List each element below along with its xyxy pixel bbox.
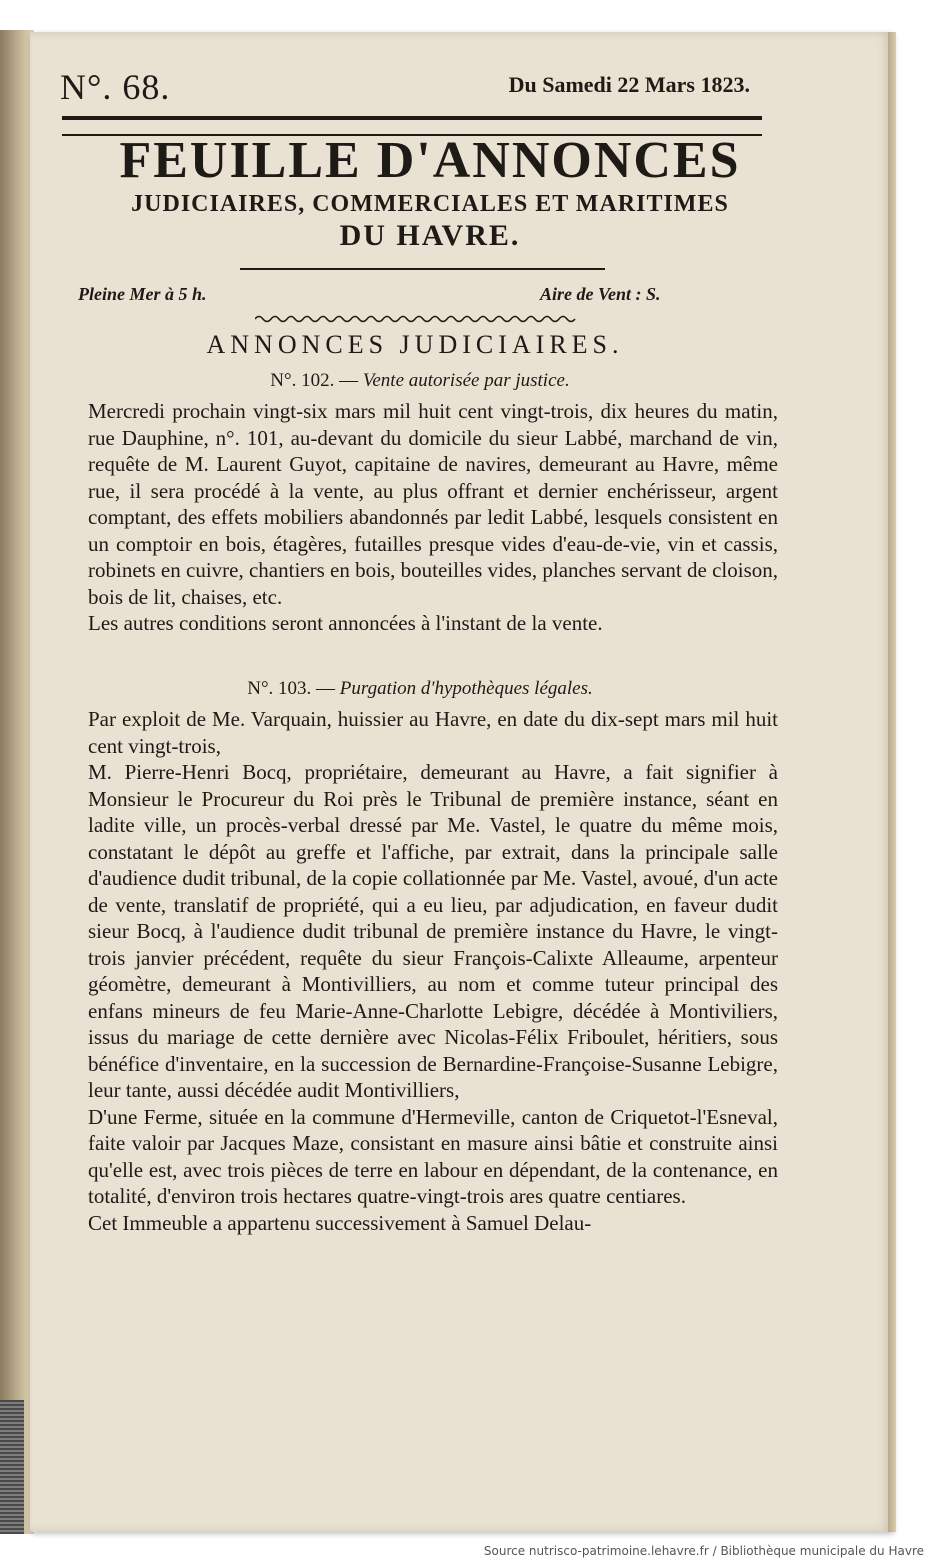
article-heading-103 — [60, 678, 780, 700]
masthead-title: FEUILLE D'ANNONCES — [119, 132, 741, 189]
wind-info: Aire de Vent : S. — [540, 284, 661, 304]
paragraph: D'une Ferme, située en la commune d'Hermeville, canton de Criquetot-l'Esneval, faite valoir par Jacques Maze, consistant en masure ainsi bâtie et construite ainsi qu'elle est, avec trois pièces de terre en labour en dépendant, de la contenance, en totalité, d'environ trois hectares quatre-vingt-trois ares quatre centiares. — [88, 1104, 778, 1208]
article-number: N°. 103. — — [247, 678, 336, 699]
article-heading-102 — [60, 370, 780, 392]
paragraph: Mercredi prochain vingt-six mars mil huit cent vingt-trois, dix heures du matin, rue Dauphine, n°. 101, au-devant du domicile du sieur Labbé, marchand de vin, requête de M. Laurent Guyot, capitaine de navires, demeurant au Havre, même rue, il sera procédé à la vente, au plus offrant et dernier enchérisseur, argent comptant, des effets mobiliers abandonnés par ledit Labbé, lesquels consistent en un comptoir en bois, étagères, futailles presque vides d'eau-de-vie, vin et cassis, robinets en cuivre, chantiers en bois, bouteilles vides, planches servant de cloison, bois de lit, chaises, etc. — [88, 399, 778, 609]
paragraph: Cet Immeuble a appartenu successivement à Samuel Delau- — [88, 1210, 592, 1235]
article-body-102 — [88, 398, 778, 637]
issue-number: N°. 68. — [60, 67, 171, 107]
article-title: Vente autorisée par justice. — [362, 370, 570, 391]
article-number: N°. 102. — — [270, 370, 359, 391]
book-spine — [0, 1400, 24, 1534]
section-title: ANNONCES JUDICIAIRES. — [206, 330, 624, 359]
tide-info: Pleine Mer à 5 h. — [78, 284, 207, 304]
masthead-subtitle: JUDICIAIRES, COMMERCIALES ET MARITIMES — [131, 191, 729, 217]
masthead — [60, 132, 800, 253]
article-body-103 — [88, 706, 778, 1236]
adjacent-page-edge — [0, 30, 34, 1534]
paragraph: M. Pierre-Henri Bocq, propriétaire, demeurant au Havre, a fait signifier à Monsieur le Procureur du Roi près le Tribunal de première instance, séant en ladite ville, un procès-verbal dressé par Me. Vastel, le quatre du même mois, constatant le dépôt au greffe et l'affiche, par extrait, dans la principale salle d'audience dudit tribunal, de la copie collationnée par Me. Vastel, avoué, d'un acte de vente, translatif de propriété, qui a eu lieu, par adjudication, en faveur dudit sieur Bocq, à l'audience dudit tribunal de première instance du Havre, le vingt-trois janvier précédent, requête du sieur François-Calixte Alleaume, arpenteur géomètre, demeurant à Montivilliers, au nom et comme tuteur principal des enfans mineurs de feu Marie-Anne-Charlotte Lebigre, décédée à Montiviliers, issus du mariage de cette dernière avec Nicolas-Félix Friboulet, héritiers, sous bénéfice d'inventaire, en la succession de Bernardine-Françoise-Susanne Lebigre, leur tante, aussi décédée audit Montivilliers, — [88, 760, 778, 1102]
masthead-city: DU HAVRE. — [339, 219, 521, 252]
issue-date: Du Samedi 22 Mars 1823. — [508, 72, 750, 97]
source-credit: Source nutrisco-patrimoine.lehavre.fr / Bibliothèque municipale du Havre — [483, 1544, 924, 1558]
ornamental-divider — [255, 314, 580, 324]
paragraph: Par exploit de Me. Varquain, huissier au Havre, en date du dix-sept mars mil huit cent vingt-trois, — [88, 707, 778, 758]
header-row — [60, 66, 760, 116]
paragraph: Les autres conditions seront annoncées à l'instant de la vente. — [88, 611, 603, 635]
masthead-rule — [240, 268, 605, 274]
article-title: Purgation d'hypothèques légales. — [339, 678, 593, 699]
page-right-edge — [888, 32, 896, 1532]
